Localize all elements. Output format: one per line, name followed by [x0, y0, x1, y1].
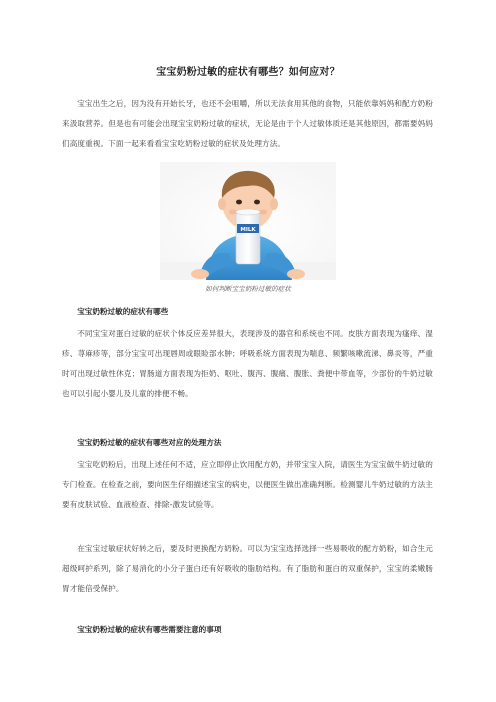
section-body-treatment-2: 在宝宝过敏症状好转之后，要及时更换配方奶粉。可以为宝宝选择选择一些易吸收的配方奶粉，如合生元超级呵护系列，除了易消化的小分子蛋白还有好吸收的脂肪结构。有了脂肪和蛋白的双重保护，宝宝的柔嫩肠胃才能倍受保护。 — [62, 544, 433, 593]
child-drinking-milk-image — [160, 162, 336, 280]
cup-label: MILK — [240, 227, 256, 233]
section-heading-precautions: 宝宝奶粉过敏的症状有哪些需要注意的事项 — [77, 625, 222, 634]
section-heading-treatment: 宝宝奶粉过敏的症状有哪些对应的处理方法 — [77, 438, 222, 447]
intro-paragraph: 宝宝出生之后，因为没有开始长牙，也还不会咀嚼，所以无法食用其他的食物，只能依靠妈妈和配方奶粉来汲取营养。但是也有可能会出现宝宝奶粉过敏的症状，无论是由于个人过敏体质还是其他原因，都需要妈妈们高度重视。下面一起来看看宝宝吃奶粉过敏的症状及处理方法。 — [62, 99, 433, 148]
section-body-symptoms: 不同宝宝对蛋白过敏的症状个体反应差异很大，表现涉及的器官和系统也不同。皮肤方面表现为瘙痒、湿疹、荨麻疹等，部分宝宝可出现唇周或眼睑部水肿；呼吸系统方面表现为喘息、频繁咳嗽流涕、鼻炎等，严重时可出现过敏性休克；胃肠道方面表现为拒奶、呕吐、腹泻、腹痛、腹胀、粪便中带血等，少部份的牛奶过敏也可以引起小婴儿及儿童的排便不畅。 — [62, 329, 433, 398]
image-caption: 如何判断宝宝奶粉过敏的症状 — [205, 285, 291, 293]
section-body-treatment-1: 宝宝吃奶粉后，出现上述任何不适，应立即停止饮用配方奶，并带宝宝入院，请医生为宝宝做牛奶过敏的专门检查。在检查之前，要向医生仔细描述宝宝的病史，以便医生做出准确判断。检测婴儿牛奶过敏的方法主要有皮肤试验、血液检查、排除-激发试验等。 — [62, 460, 433, 509]
section-heading-symptoms: 宝宝奶粉过敏的症状有哪些 — [77, 307, 169, 316]
article-title: 宝宝奶粉过敏的症状有哪些？如何应对？ — [156, 67, 340, 78]
